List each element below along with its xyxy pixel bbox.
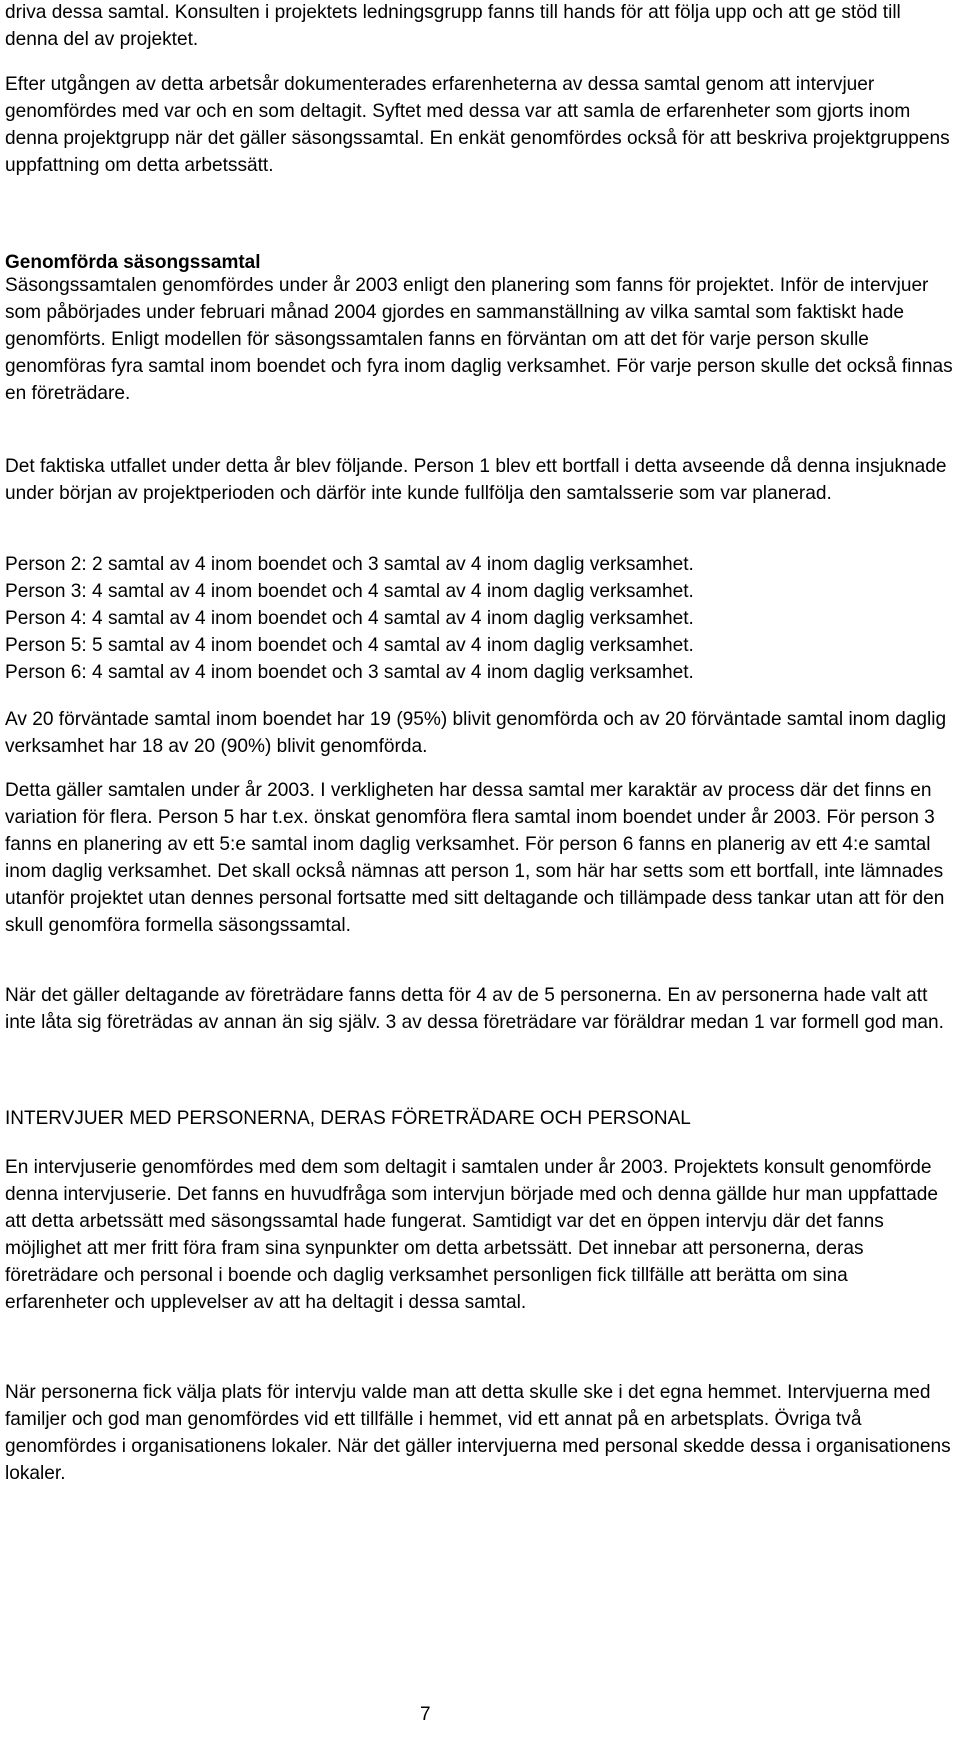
list-item: Person 5: 5 samtal av 4 inom boendet och 4 samtal av 4 inom daglig verksamhet. [5,634,694,656]
paragraph-interview-series: En intervjuserie genomfördes med dem som deltagit i samtalen under år 2003. Projektets konsult genomförde denna intervjuserie. Det fanns en huvudfråga som intervjun började med och denna gällde hur man uppfattade att detta arbetssätt med säsongssamtal hade fungerat. Samtidigt var det en öppen intervju där det fanns möjlighet att mer fritt föra fram sina synpunkter om detta arbetssätt. Det innebar att personerna, deras företrädare och personal i boende och daglig verksamhet personligen fick tillfälle att berätta om sina erfarenheter och upplevelser av att ha deltagit i dessa samtal. [5,1157,939,1313]
paragraph-planning: Säsongssamtalen genomfördes under år 2003 enligt den planering som fanns för projektet. Inför de intervjuer som påbörjades under februari månad 2004 gjordes en sammanställning av vilka samtal som faktiskt hade genomförts. Enligt modellen för säsongssamtalen fanns en förväntan om att det för varje person skulle genomföras fyra samtal inom boendet och fyra inom daglig verksamhet. För varje person skulle det också finnas en företrädare. [5,275,953,404]
section-heading-intervjuer: INTERVJUER MED PERSONERNA, DERAS FÖRETRÄDARE OCH PERSONAL [5,1108,691,1129]
list-item: Person 4: 4 samtal av 4 inom boendet och 4 samtal av 4 inom daglig verksamhet. [5,607,694,629]
paragraph-documentation: Efter utgången av detta arbetsår dokumenterades erfarenheterna av dessa samtal genom att intervjuer genomfördes med var och en som deltagit. Syftet med dessa var att samla de erfarenheter som gjorts inom denna projektgrupp när det gäller säsongssamtal. En enkät genomfördes också för att beskriva projektgruppens uppfattning om detta arbetssätt. [5,74,950,176]
page-number: 7 [420,1704,431,1725]
paragraph-representatives: När det gäller deltagande av företrädare fanns detta för 4 av de 5 personerna. En av personerna hade valt att inte låta sig företrädas av annan än sig själv. 3 av dessa företrädare var föräldrar medan 1 var formell god man. [5,985,944,1033]
paragraph-process: Detta gäller samtalen under år 2003. I verkligheten har dessa samtal mer karaktär av process där det finns en variation för flera. Person 5 har t.ex. önskat genomföra flera samtal inom boendet under år 2003. För person 3 fanns en planering av ett 5:e samtal inom daglig verksamhet. För person 6 fanns en planerig av ett 4:e samtal inom daglig verksamhet. Det skall också nämnas att person 1, som här har setts som ett bortfall, inte lämnades utanför projektet utan dennes personal fortsatte med sitt deltagande och tillämpade dess tankar utan att för den skull genomföra formella säsongssamtal. [5,780,945,936]
paragraph-outcome: Det faktiska utfallet under detta år blev följande. Person 1 blev ett bortfall i detta avseende då denna insjuknade under början av projektperioden och därför inte kunde fullfölja den samtalsserie som var planerad. [5,456,947,504]
list-item: Person 6: 4 samtal av 4 inom boendet och 3 samtal av 4 inom daglig verksamhet. [5,661,694,683]
paragraph-summary-percent: Av 20 förväntade samtal inom boendet har 19 (95%) blivit genomförda och av 20 förväntade samtal inom daglig verksamhet har 18 av 20 (90%) blivit genomförda. [5,709,947,757]
list-item: Person 2: 2 samtal av 4 inom boendet och 3 samtal av 4 inom daglig verksamhet. [5,554,694,575]
paragraph-intro-end: driva dessa samtal. Konsulten i projektets ledningsgrupp fanns till hands för att följa upp och att ge stöd till denna del av projektet. [5,2,901,50]
section-heading-genomforda: Genomförda säsongssamtal [5,252,261,273]
paragraph-interview-location: När personerna fick välja plats för intervju valde man att detta skulle ske i det egna hemmet. Intervjuerna med familjer och god man genomfördes vid ett tillfälle i hemmet, vid ett annat på en arbetsplats. Övriga två genomfördes i organisationens lokaler. När det gäller intervjuerna med personal skedde dessa i organisationens lokaler. [5,1382,951,1484]
person-list [5,552,694,687]
list-item: Person 3: 4 samtal av 4 inom boendet och 4 samtal av 4 inom daglig verksamhet. [5,580,694,602]
